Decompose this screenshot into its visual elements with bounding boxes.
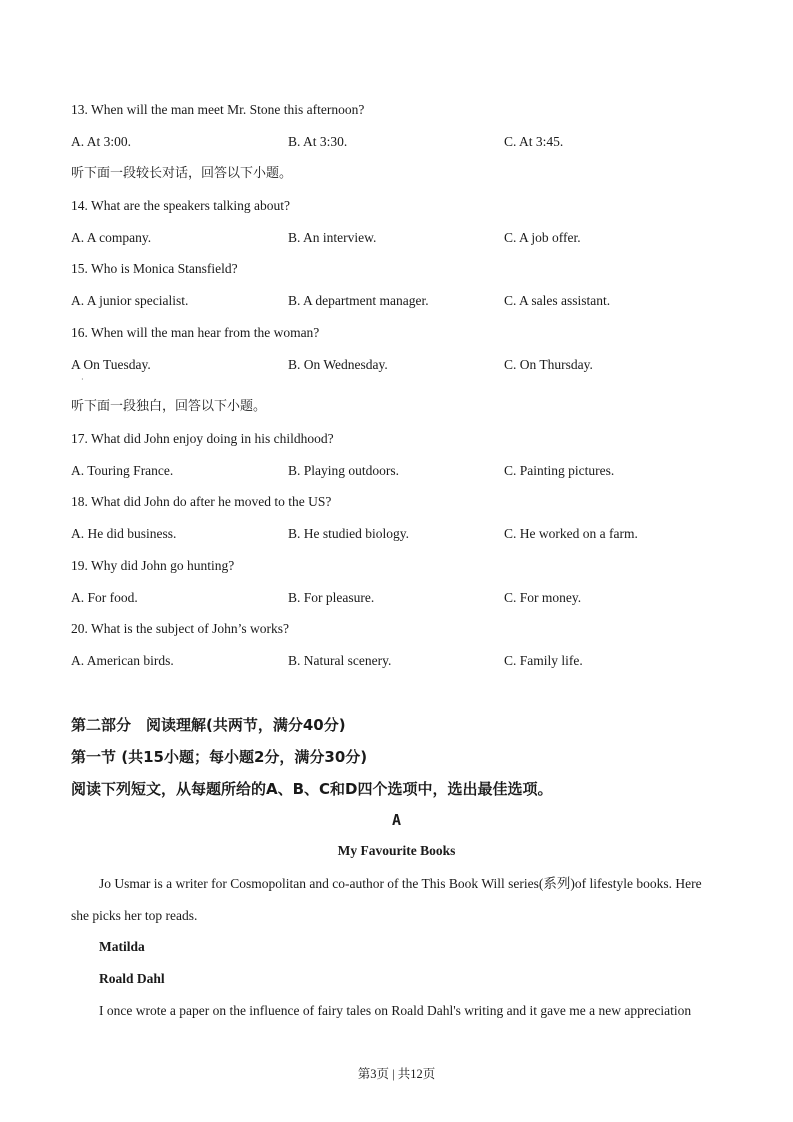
q18-option-b: B. He studied biology. (288, 526, 409, 541)
q20-option-b: B. Natural scenery. (288, 653, 392, 668)
q19-option-b: B. For pleasure. (288, 590, 375, 605)
instruction-long-dialogue: 听下面一段较长对话，回答以下小题。 (71, 166, 293, 181)
question-20: 20. What is the subject of John’s works? (71, 621, 289, 636)
question-18: 18. What did John do after he moved to the US? (71, 494, 332, 509)
q17-option-c: C. Painting pictures. (504, 463, 615, 478)
q15-option-b: B. A department manager. (288, 293, 429, 308)
passage-intro: Jo Usmar is a writer for Cosmopolitan and co-author of the This Book Will series(系列)of lifestyle books. Here she picks her top reads. (71, 876, 702, 923)
q18-option-c: C. He worked on a farm. (504, 526, 638, 541)
q14-option-b: B. An interview. (288, 230, 377, 245)
instruction-monologue: 听下面一段独白，回答以下小题。 (71, 399, 267, 414)
q19-option-c: C. For money. (504, 590, 582, 605)
q20-option-a: A. American birds. (71, 653, 174, 668)
part2-title: 第二部分 阅读理解(共两节，满分40分) (71, 716, 346, 734)
q17-option-b: B. Playing outdoors. (288, 463, 400, 478)
page-footer: 第3页 | 共12页 (357, 1067, 436, 1081)
book1-text: I once wrote a paper on the influence of fairy tales on Roald Dahl's writing and it gave me a new appreciation (99, 1003, 692, 1018)
book1-title: Matilda (99, 939, 145, 954)
q13-option-b: B. At 3:30. (288, 134, 348, 149)
q14-option-c: C. A job offer. (504, 230, 581, 245)
question-19: 19. Why did John go hunting? (71, 558, 235, 573)
q17-option-a: A. Touring France. (71, 463, 174, 478)
q18-option-a: A. He did business. (71, 526, 177, 541)
q16-option-c: C. On Thursday. (504, 357, 593, 372)
stray-dot: · (81, 375, 84, 384)
passage-title: My Favourite Books (337, 843, 456, 858)
q15-option-a: A. A junior specialist. (71, 293, 189, 308)
section1-title: 第一节 (共15小题；每小题2分，满分30分) (71, 748, 368, 766)
q13-option-a: A. At 3:00. (71, 134, 132, 149)
q13-option-c: C. At 3:45. (504, 134, 564, 149)
q20-option-c: C. Family life. (504, 653, 583, 668)
q16-option-a: A On Tuesday. (71, 357, 151, 372)
question-14: 14. What are the speakers talking about? (71, 198, 291, 213)
q14-option-a: A. A company. (71, 230, 152, 245)
q15-option-c: C. A sales assistant. (504, 293, 611, 308)
reading-instruction: 阅读下列短文，从每题所给的A、B、C和D四个选项中，选出最佳选项。 (71, 780, 553, 798)
question-13: 13. When will the man meet Mr. Stone this afternoon? (71, 102, 365, 117)
q16-option-b: B. On Wednesday. (288, 357, 388, 372)
book1-author: Roald Dahl (99, 971, 165, 986)
question-16: 16. When will the man hear from the woman? (71, 325, 320, 340)
passage-letter: A (391, 811, 402, 829)
question-15: 15. Who is Monica Stansfield? (71, 261, 238, 276)
question-17: 17. What did John enjoy doing in his childhood? (71, 431, 334, 446)
q19-option-a: A. For food. (71, 590, 138, 605)
